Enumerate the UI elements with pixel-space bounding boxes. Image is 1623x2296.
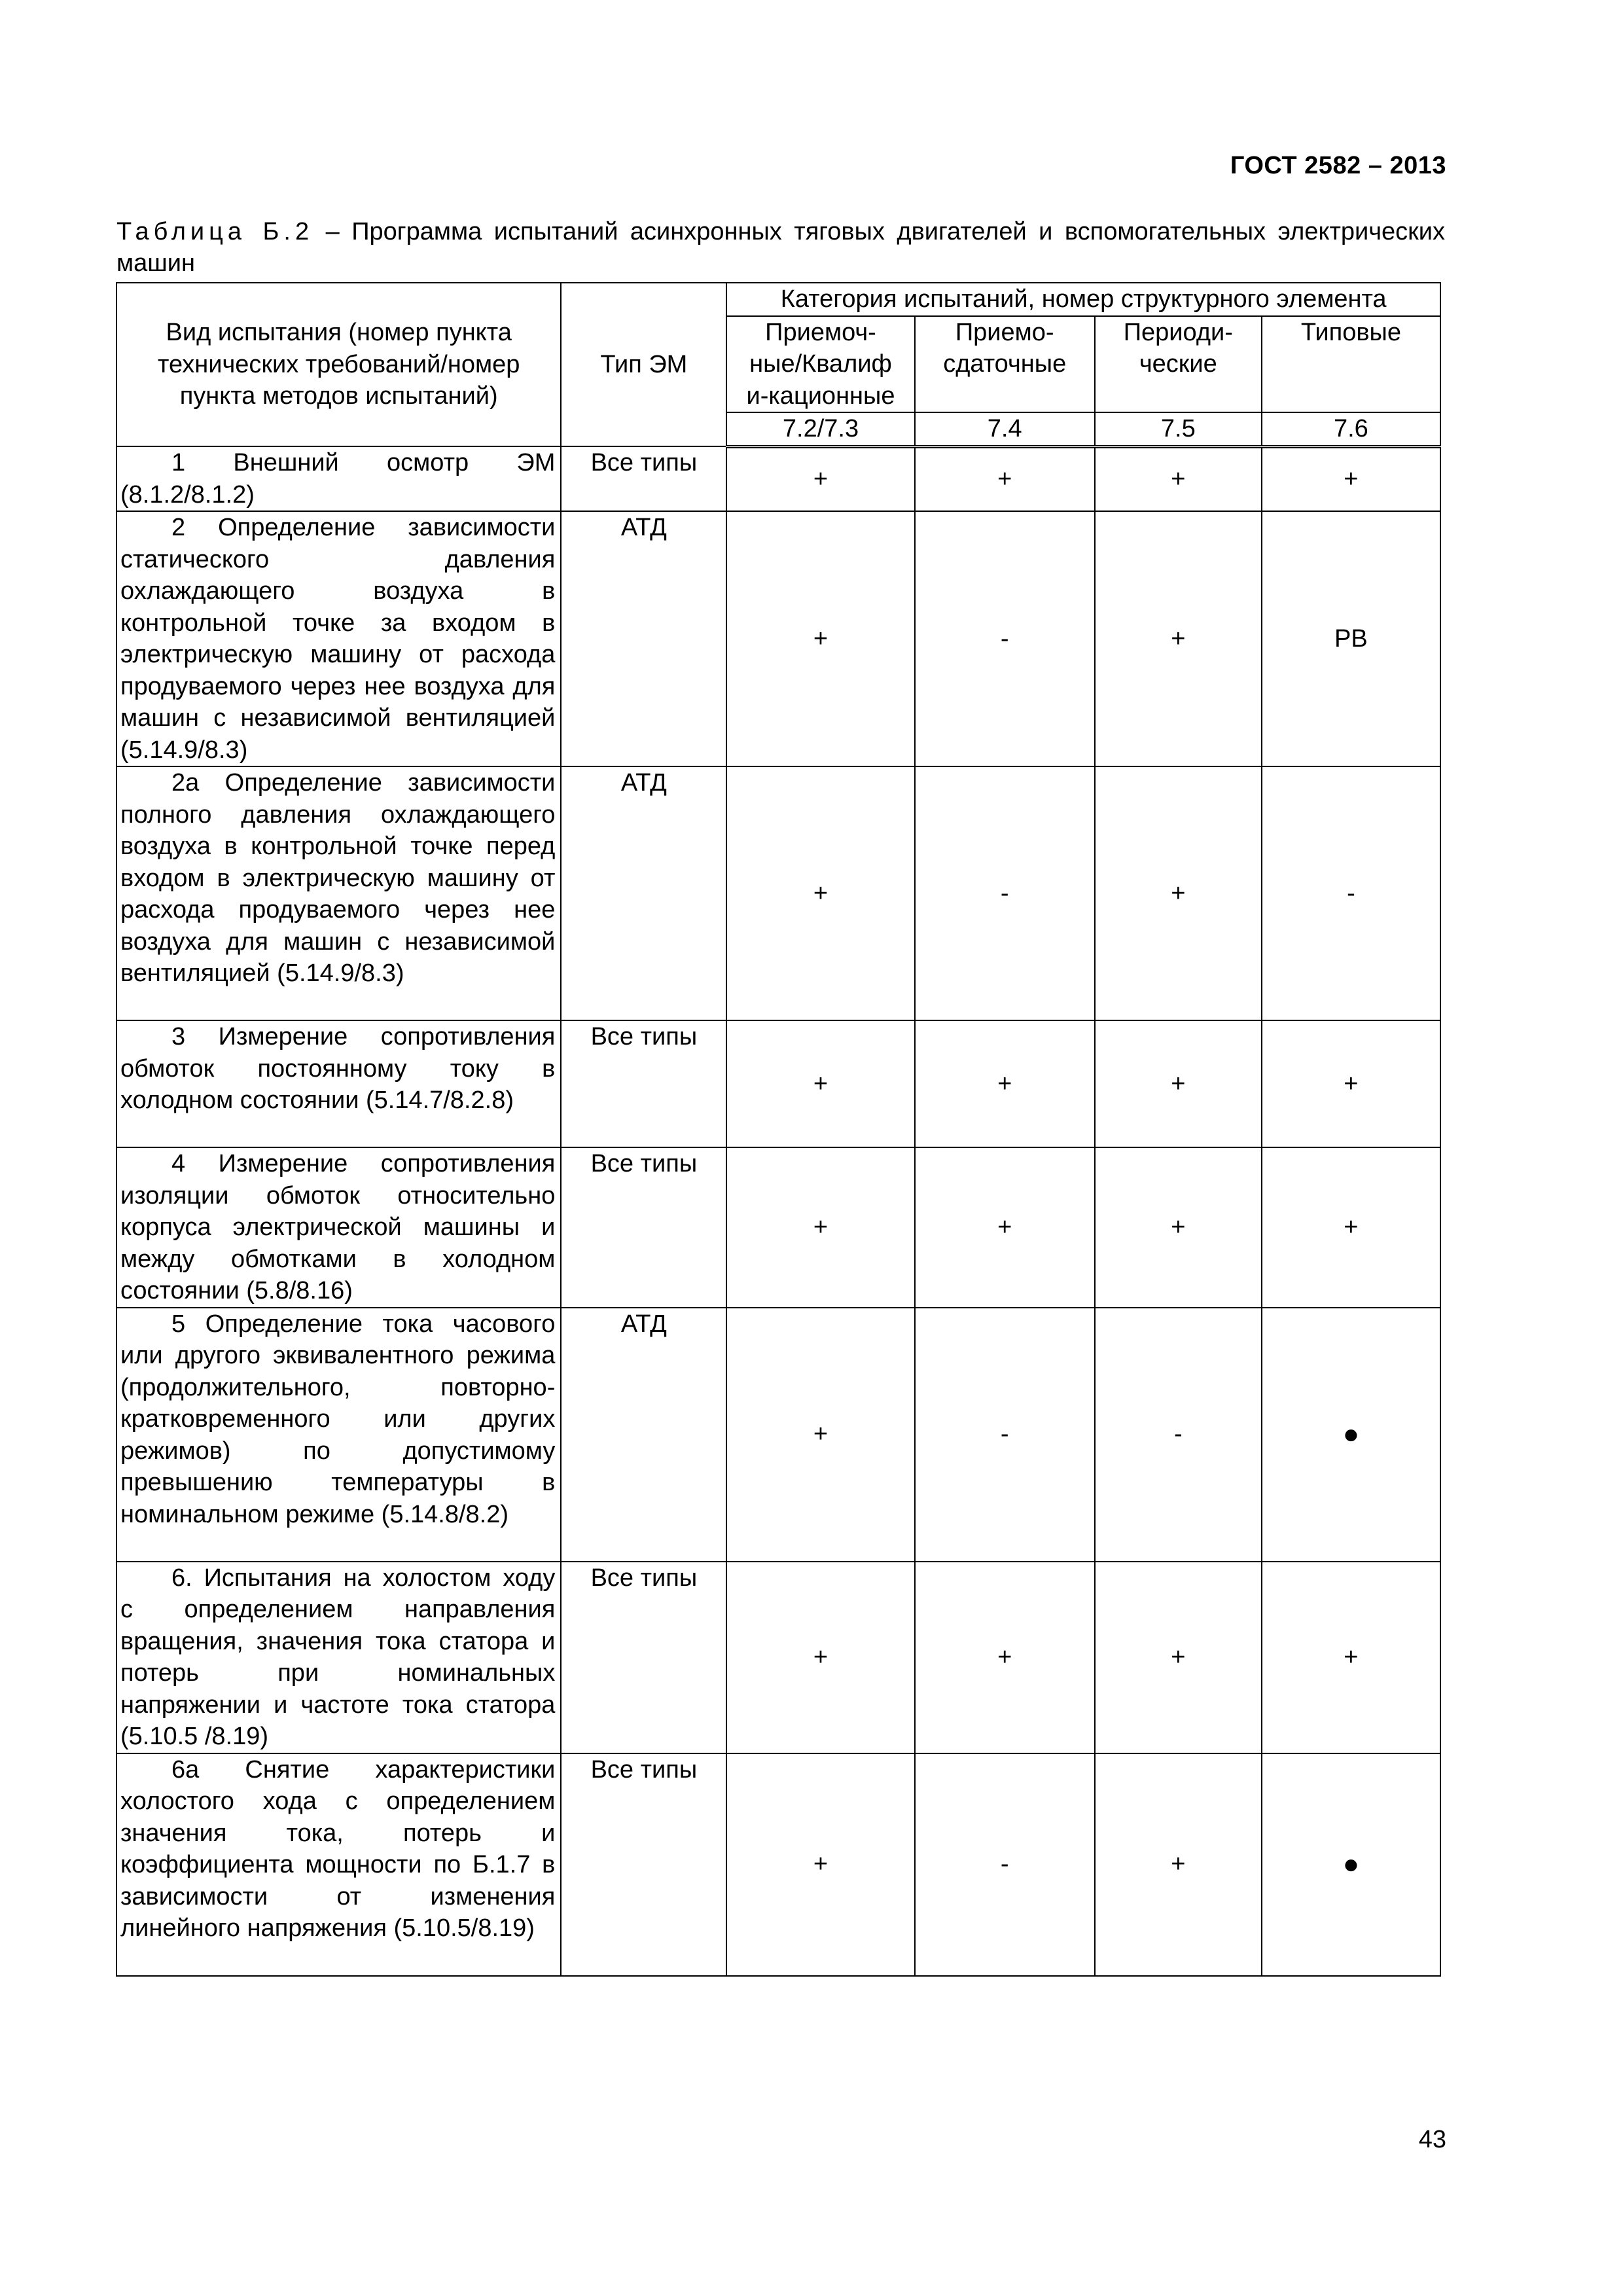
- test-mark: -: [1095, 1308, 1262, 1562]
- test-mark: -: [1262, 766, 1440, 1020]
- category-header-type: Типовые: [1262, 316, 1440, 413]
- test-mark: +: [915, 446, 1095, 511]
- column-header-type: Тип ЭМ: [561, 283, 726, 446]
- test-mark: +: [1095, 446, 1262, 511]
- test-mark: +: [1095, 1020, 1262, 1147]
- test-mark: +: [1095, 1753, 1262, 1976]
- test-mark: +: [1095, 1147, 1262, 1308]
- machine-type: Все типы: [561, 446, 726, 511]
- table-row: [116, 1562, 1440, 1753]
- test-mark: +: [1095, 511, 1262, 766]
- table-caption-label: Таблица Б.2: [116, 218, 314, 245]
- document-header: ГОСТ 2582 – 2013: [1230, 152, 1446, 179]
- category-number: 7.5: [1095, 412, 1262, 446]
- table-row: [116, 1753, 1440, 1976]
- machine-type: Все типы: [561, 1562, 726, 1753]
- test-mark: -: [915, 511, 1095, 766]
- test-name: 5 Определение тока часового или другого эквивалентного режима (продолжительного, повторно-кратковременного или других режимов) по допустимому превышению температуры в номинальном режиме (5.14.8/8.2): [116, 1308, 561, 1562]
- test-mark: +: [1262, 1020, 1440, 1147]
- category-header-periodic: Периоди- ческие: [1095, 316, 1262, 413]
- page-number: 43: [1418, 2126, 1446, 2153]
- test-name: 3 Измерение сопротивления обмоток постоянному току в холодном состоянии (5.14.7/8.2.8): [116, 1020, 561, 1147]
- test-mark: +: [1095, 766, 1262, 1020]
- test-name: 2а Определение зависимости полного давления охлаждающего воздуха в контрольной точке перед входом в электрическую машину от расхода продуваемого через нее воздуха для машин с независимой вентиляцией (5.14.9/8.3): [116, 766, 561, 1020]
- test-mark: +: [726, 1147, 914, 1308]
- test-mark: +: [726, 446, 914, 511]
- test-mark: -: [915, 766, 1095, 1020]
- test-mark: +: [726, 511, 914, 766]
- test-name: 2 Определение зависимости статического давления охлаждающего воздуха в контрольной точке за входом в электрическую машину от расхода продуваемого через нее воздуха для машин с независимой вентиляцией (5.14.9/8.3): [116, 511, 561, 766]
- category-number: 7.2/7.3: [726, 412, 914, 446]
- test-mark: +: [726, 1020, 914, 1147]
- machine-type: АТД: [561, 766, 726, 1020]
- test-mark: +: [1262, 1562, 1440, 1753]
- machine-type: АТД: [561, 511, 726, 766]
- category-header-acceptance: Приемоч- ные/Квалиф и-кационные: [726, 316, 914, 413]
- machine-type: АТД: [561, 1308, 726, 1562]
- test-mark: ●: [1262, 1308, 1440, 1562]
- test-name: 4 Измерение сопротивления изоляции обмоток относительно корпуса электрической машины и между обмотками в холодном состоянии (5.8/8.16): [116, 1147, 561, 1308]
- test-name: 6. Испытания на холостом ходу с определением направления вращения, значения тока статора и потерь при номинальных напряжении и частоте тока статора (5.10.5 /8.19): [116, 1562, 561, 1753]
- test-name: 6а Снятие характеристики холостого хода с определением значения тока, потерь и коэффициента мощности по Б.1.7 в зависимости от изменения линейного напряжения (5.10.5/8.19): [116, 1753, 561, 1976]
- test-mark: -: [915, 1753, 1095, 1976]
- test-mark: +: [1262, 1147, 1440, 1308]
- test-mark: +: [726, 766, 914, 1020]
- test-mark: +: [726, 1562, 914, 1753]
- header-row-top: [116, 283, 1440, 316]
- table-row: [116, 446, 1440, 511]
- test-name: 1 Внешний осмотр ЭМ (8.1.2/8.1.2): [116, 446, 561, 511]
- table-caption-text: – Программа испытаний асинхронных тяговых двигателей и вспомогательных электрических машин: [116, 218, 1445, 277]
- test-mark: ●: [1262, 1753, 1440, 1976]
- machine-type: Все типы: [561, 1147, 726, 1308]
- table-row: [116, 1020, 1440, 1147]
- column-header-test: Вид испытания (номер пункта технических требований/номер пункта методов испытаний): [116, 283, 561, 446]
- machine-type: Все типы: [561, 1020, 726, 1147]
- test-mark: +: [726, 1753, 914, 1976]
- test-mark: +: [915, 1147, 1095, 1308]
- machine-type: Все типы: [561, 1753, 726, 1976]
- category-number: 7.4: [915, 412, 1095, 446]
- table-row: [116, 511, 1440, 766]
- test-mark: +: [915, 1020, 1095, 1147]
- test-mark: +: [915, 1562, 1095, 1753]
- category-number: 7.6: [1262, 412, 1440, 446]
- test-program-table: [116, 282, 1441, 1977]
- test-mark: +: [726, 1308, 914, 1562]
- table-caption: [116, 216, 1445, 279]
- test-mark: -: [915, 1308, 1095, 1562]
- test-mark: +: [1262, 446, 1440, 511]
- test-mark: +: [1095, 1562, 1262, 1753]
- table-row: [116, 1147, 1440, 1308]
- table-row: [116, 1308, 1440, 1562]
- category-header-delivery: Приемо- сдаточные: [915, 316, 1095, 413]
- column-header-category: Категория испытаний, номер структурного элемента: [726, 283, 1440, 316]
- table-row: [116, 766, 1440, 1020]
- test-mark: РВ: [1262, 511, 1440, 766]
